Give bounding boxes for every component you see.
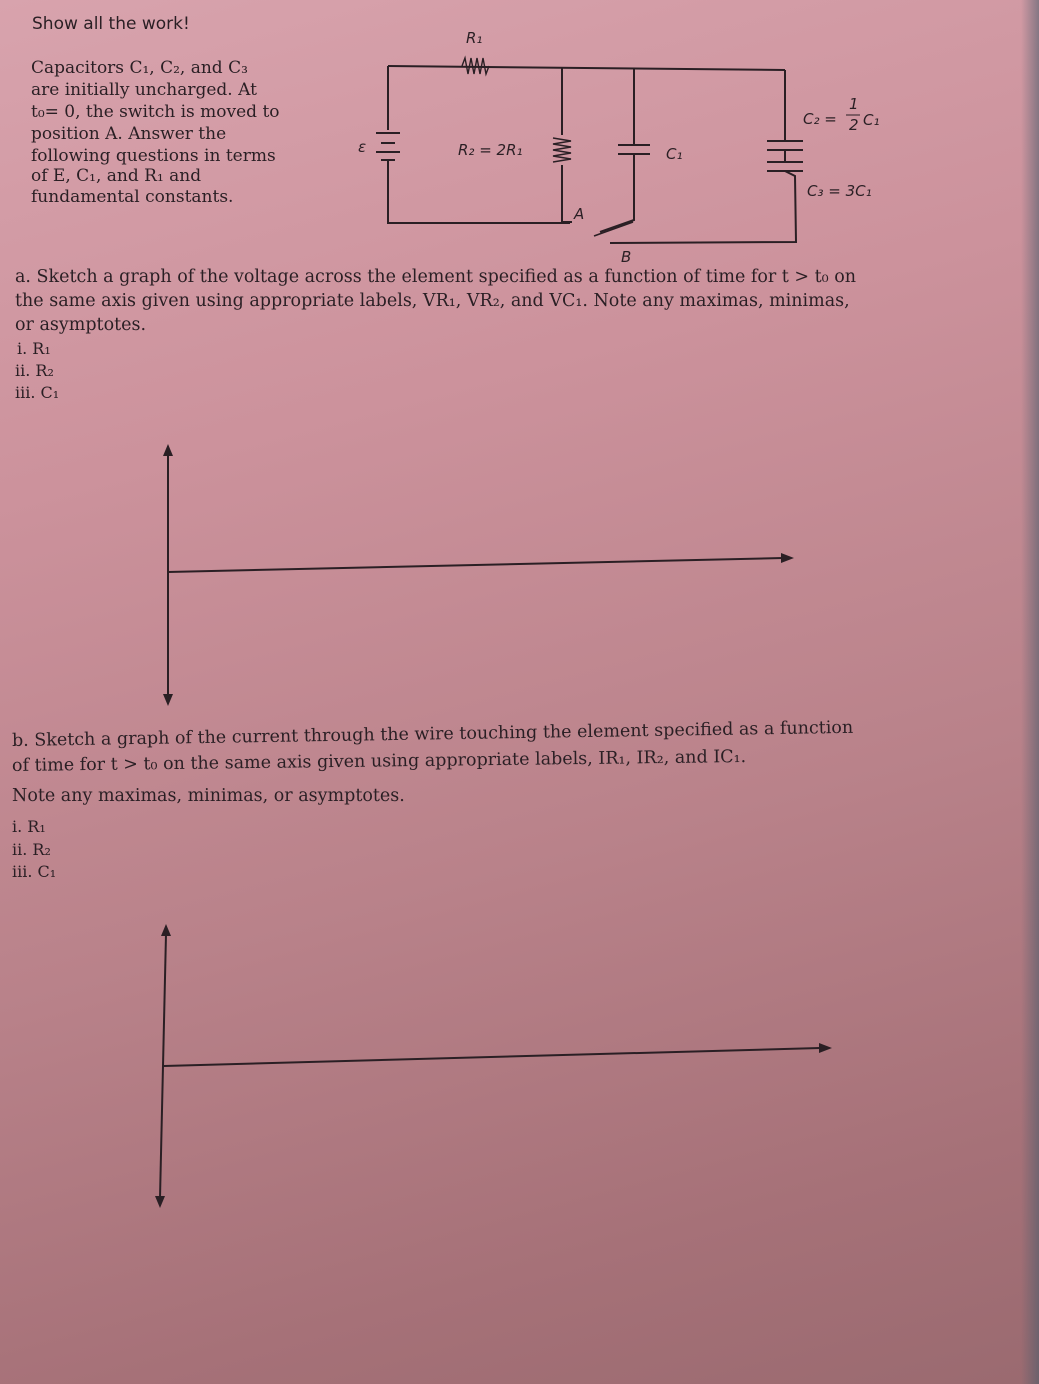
emf-label: ε [358, 138, 367, 156]
switch-b-label: B [621, 248, 632, 266]
left-wire-lower [388, 160, 570, 223]
graph-a-x-arrow [781, 553, 794, 563]
part-a-item: ii. R₂ [15, 361, 54, 380]
part-b-item: iii. C₁ [12, 862, 57, 881]
background-edge [1021, 0, 1039, 1384]
intro-line: Capacitors C₁, C₂, and C₃ [31, 58, 248, 78]
r2-wire-bottom [562, 165, 572, 222]
part-b-line: of time for t > t₀ on the same axis given using appropriate labels, IR₁, IR₂, and IC₁. [11, 747, 747, 776]
part-a-line: a. Sketch a graph of the voltage across the element specified as a function of time for t > t₀ on [15, 267, 857, 287]
intro-line: position A. Answer the [31, 124, 227, 144]
graph-b-y-axis [160, 934, 166, 1198]
r2-label: R₂ = 2R₁ [458, 141, 523, 159]
c3-label: C₃ = 3C₁ [807, 182, 872, 200]
graph-b-y-arrow-down [155, 1196, 165, 1208]
c1-wire-bottom-switch [600, 155, 634, 232]
switch-blade [594, 222, 633, 236]
part-b-item: i. R₁ [12, 817, 46, 836]
r1-label: R₁ [466, 29, 483, 47]
graph-b-y-arrow-up [161, 924, 171, 936]
part-b-line: b. Sketch a graph of the current through the wire touching the element specified as a function [11, 717, 854, 751]
graph-b-x-arrow [819, 1043, 832, 1053]
c2-frac-num: 1 [849, 95, 859, 113]
intro-line: are initially uncharged. At [31, 80, 257, 100]
switch-a-label: A [574, 205, 585, 223]
graph-b-x-axis [164, 1048, 820, 1066]
c2-frac-den: 2 [849, 116, 859, 134]
c1-label: C₁ [666, 145, 683, 163]
part-b-line: Note any maximas, minimas, or asymptotes. [12, 786, 405, 806]
graph-a-x-axis [168, 558, 783, 572]
graph-a-y-arrow-down [163, 694, 173, 706]
c2-label-rhs: C₁ [863, 111, 880, 129]
part-a-item: i. R₁ [17, 339, 51, 358]
graph-a-y-arrow-up [163, 444, 173, 456]
intro-line: of E, C₁, and R₁ and [31, 166, 202, 186]
intro-line: t₀= 0, the switch is moved to [31, 102, 280, 122]
intro-line: fundamental constants. [31, 187, 234, 207]
part-b-item: ii. R₂ [12, 840, 51, 859]
c2-label-lhs: C₂ = [803, 110, 837, 128]
part-a-item: iii. C₁ [15, 383, 60, 402]
top-wire [388, 66, 785, 70]
part-a-line: the same axis given using appropriate labels, VR₁, VR₂, and VC₁. Note any maximas, minimas, [15, 291, 850, 311]
intro-line: following questions in terms [31, 146, 276, 166]
show-work-heading: Show all the work! [32, 14, 190, 34]
r1-resistor [462, 58, 489, 74]
part-a-line: or asymptotes. [15, 315, 147, 335]
r2-resistor [553, 138, 571, 162]
c3-wire-bottom [610, 171, 796, 243]
